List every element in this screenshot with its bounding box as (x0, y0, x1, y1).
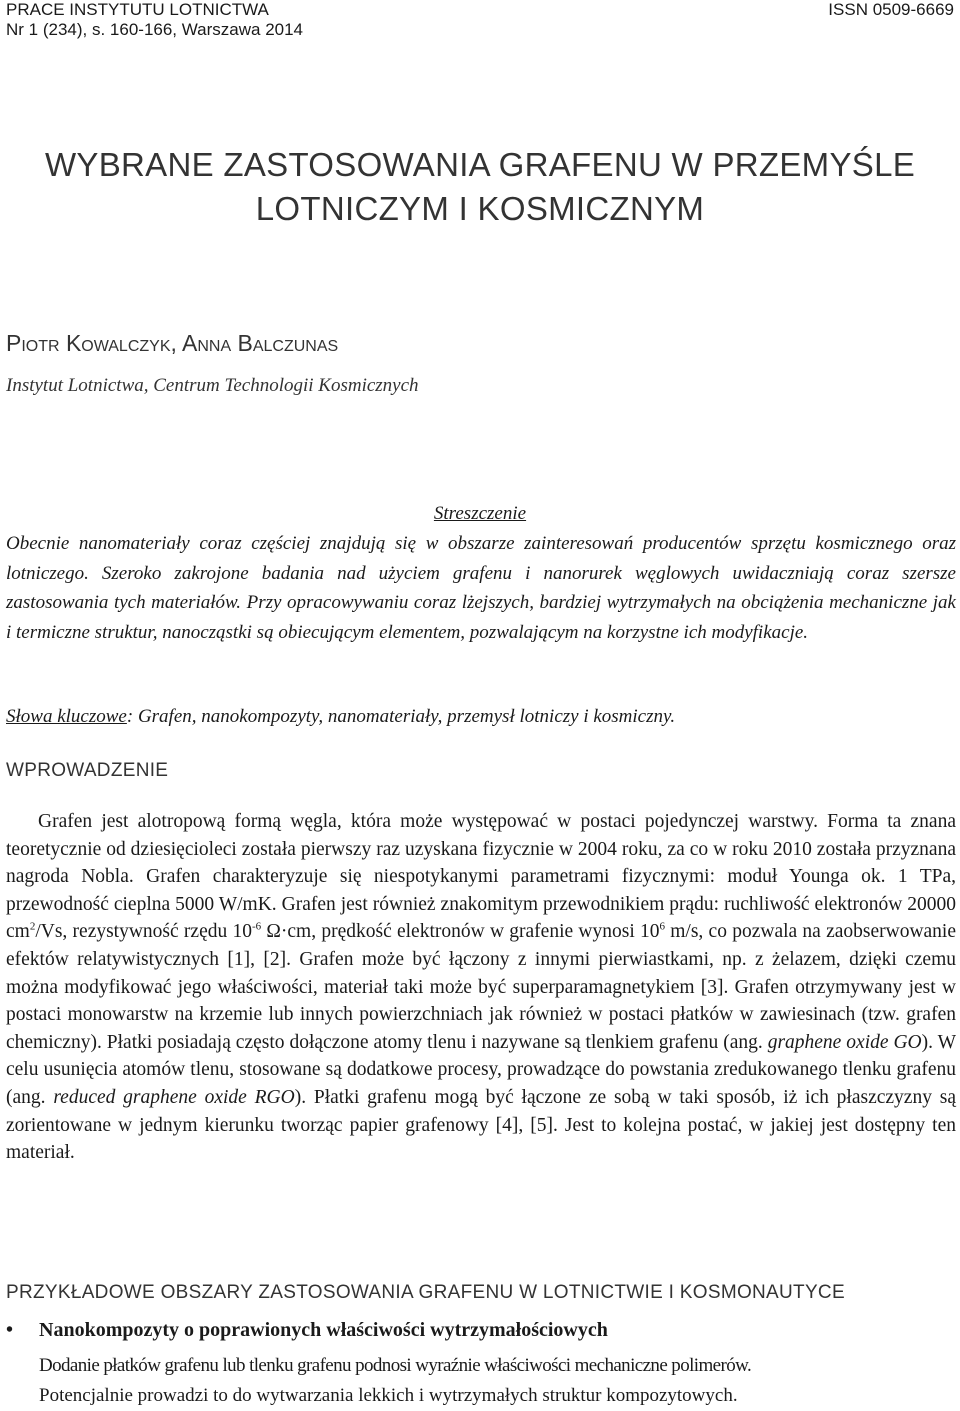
journal-info (6, 0, 303, 40)
list-item-title (6, 1319, 608, 1342)
keywords-text: Grafen, nanokompozyty, nanomateriały, przemysł lotniczy i kosmiczny. (137, 706, 676, 727)
keywords-label: Słowa kluczowe (6, 706, 127, 727)
issn: ISSN 0509-6669 (828, 0, 954, 19)
running-header (6, 0, 954, 40)
authors: Piotr Kowalczyk, Anna Balczunas (6, 330, 339, 356)
list-item-body (39, 1351, 956, 1411)
item-line-1: Dodanie płatków grafenu lub tlenku grafenu podnosi wyraźnie właściwości mechaniczne polimerów. (39, 1355, 752, 1376)
superscript: 2 (29, 920, 36, 933)
intro-text-2: /Vs, rezystywność rzędu 10 (35, 921, 252, 943)
intro-text-3: Ω·cm, prędkość elektronów w grafenie wynosi 10 (261, 921, 660, 943)
term-go: graphene oxide GO (767, 1031, 922, 1053)
intro-text-4: m/s, co pozwala na zaobserwowanie efektów relatywistycznych [1], [2]. Grafen może być łączony z innymi pierwiastkami, np. z żelazem, dzięki czemu można modyfikować jego właściwości, materiał taki może być superparamagnetykiem [3]. Grafen otrzymywany jest w postaci monowarstw na krzemie lub innych powierzchniach jak również w postaci płatków w zawiesinach (tzw. grafen chemiczny). Płatki posiadają często dołączone atomy tlenu i nazywane są tlenkiem grafenu (ang. (6, 921, 957, 1053)
affiliation: Instytut Lotnictwa, Centrum Technologii Kosmicznych (6, 375, 419, 396)
paper-title (0, 143, 960, 231)
title-line-1: WYBRANE ZASTOSOWANIA GRAFENU W PRZEMYŚLE (44, 146, 916, 183)
bullet-icon: • (6, 1319, 14, 1341)
abstract-heading: Streszczenie (433, 503, 527, 524)
abstract-text: Obecnie nanomateriały coraz częściej znajdują się w obszarze zainteresowań producentów sprzętu kosmicznego oraz lotniczego. Szeroko zakrojone badania nad użyciem grafenu i nanorurek węglowych uwidaczniają coraz szersze zastosowania tych materiałów. Przy opracowywaniu coraz lżejszych, bardziej wytrzymałych na obciążenia mechaniczne jak i termiczne struktur, nanocząstki są obiecującym elementem, pozwalającym na korzystne ich modyfikacje. (6, 533, 956, 643)
title-line-2: LOTNICZYM I KOSMICZNYM (255, 190, 705, 227)
intro-text-1: Grafen jest alotropową formą węgla, która może występować w postaci pojedynczej warstwy. Forma ta znana teoretycznie od dziesięcioleci została pierwszy raz uzyskana fizycznie w 2004 roku, za co w roku 2010 została przyznana nagroda Nobla. Grafen charakteryzuje się niespotykanymi parametrami fizycznymi: moduł Younga ok. 1 TPa, przewodność cieplna 5000 W/mK. Grafen jest również znakomitym przewodnikiem prądu: ruchliwość elektronów 20000 cm (6, 811, 956, 943)
item-line-2: Potencjalnie prowadzi to do wytwarzania lekkich i wytrzymałych struktur kompozytowych. (39, 1385, 738, 1406)
superscript: -6 (251, 920, 262, 933)
section-heading-intro: WPROWADZENIE (6, 760, 169, 781)
journal-name: PRACE INSTYTUTU LOTNICTWA (6, 0, 269, 19)
intro-text-6: ). Płatki grafenu mogą być łączone ze sobą w taki sposób, iż ich płaszczyzny są zorientowane w jednym kierunku tworząc papier grafenowy [4], [5]. Jest to kolejna postać, w jakiej jest dostępny ten materiał. (6, 1086, 956, 1164)
intro-paragraph (6, 808, 956, 1167)
section-heading-applications: PRZYKŁADOWE OBSZARY ZASTOSOWANIA GRAFENU W LOTNICTWIE I KOSMONAUTYCE (6, 1282, 845, 1303)
term-rgo: reduced graphene oxide RGO (53, 1086, 295, 1108)
keywords: Słowa kluczowe: Grafen, nanokompozyty, nanomateriały, przemysł lotniczy i kosmiczny. (6, 706, 676, 727)
issue-info: Nr 1 (234), s. 160-166, Warszawa 2014 (6, 20, 304, 39)
item-title: Nanokompozyty o poprawionych właściwości wytrzymałościowych (39, 1319, 608, 1341)
intro-text-5: ). W celu usunięcia atomów tlenu, stosowane są dodatkowe procesy, prowadzące do powstania zredukowanego tlenku grafenu (ang. (6, 1031, 956, 1108)
superscript: 6 (659, 920, 665, 933)
